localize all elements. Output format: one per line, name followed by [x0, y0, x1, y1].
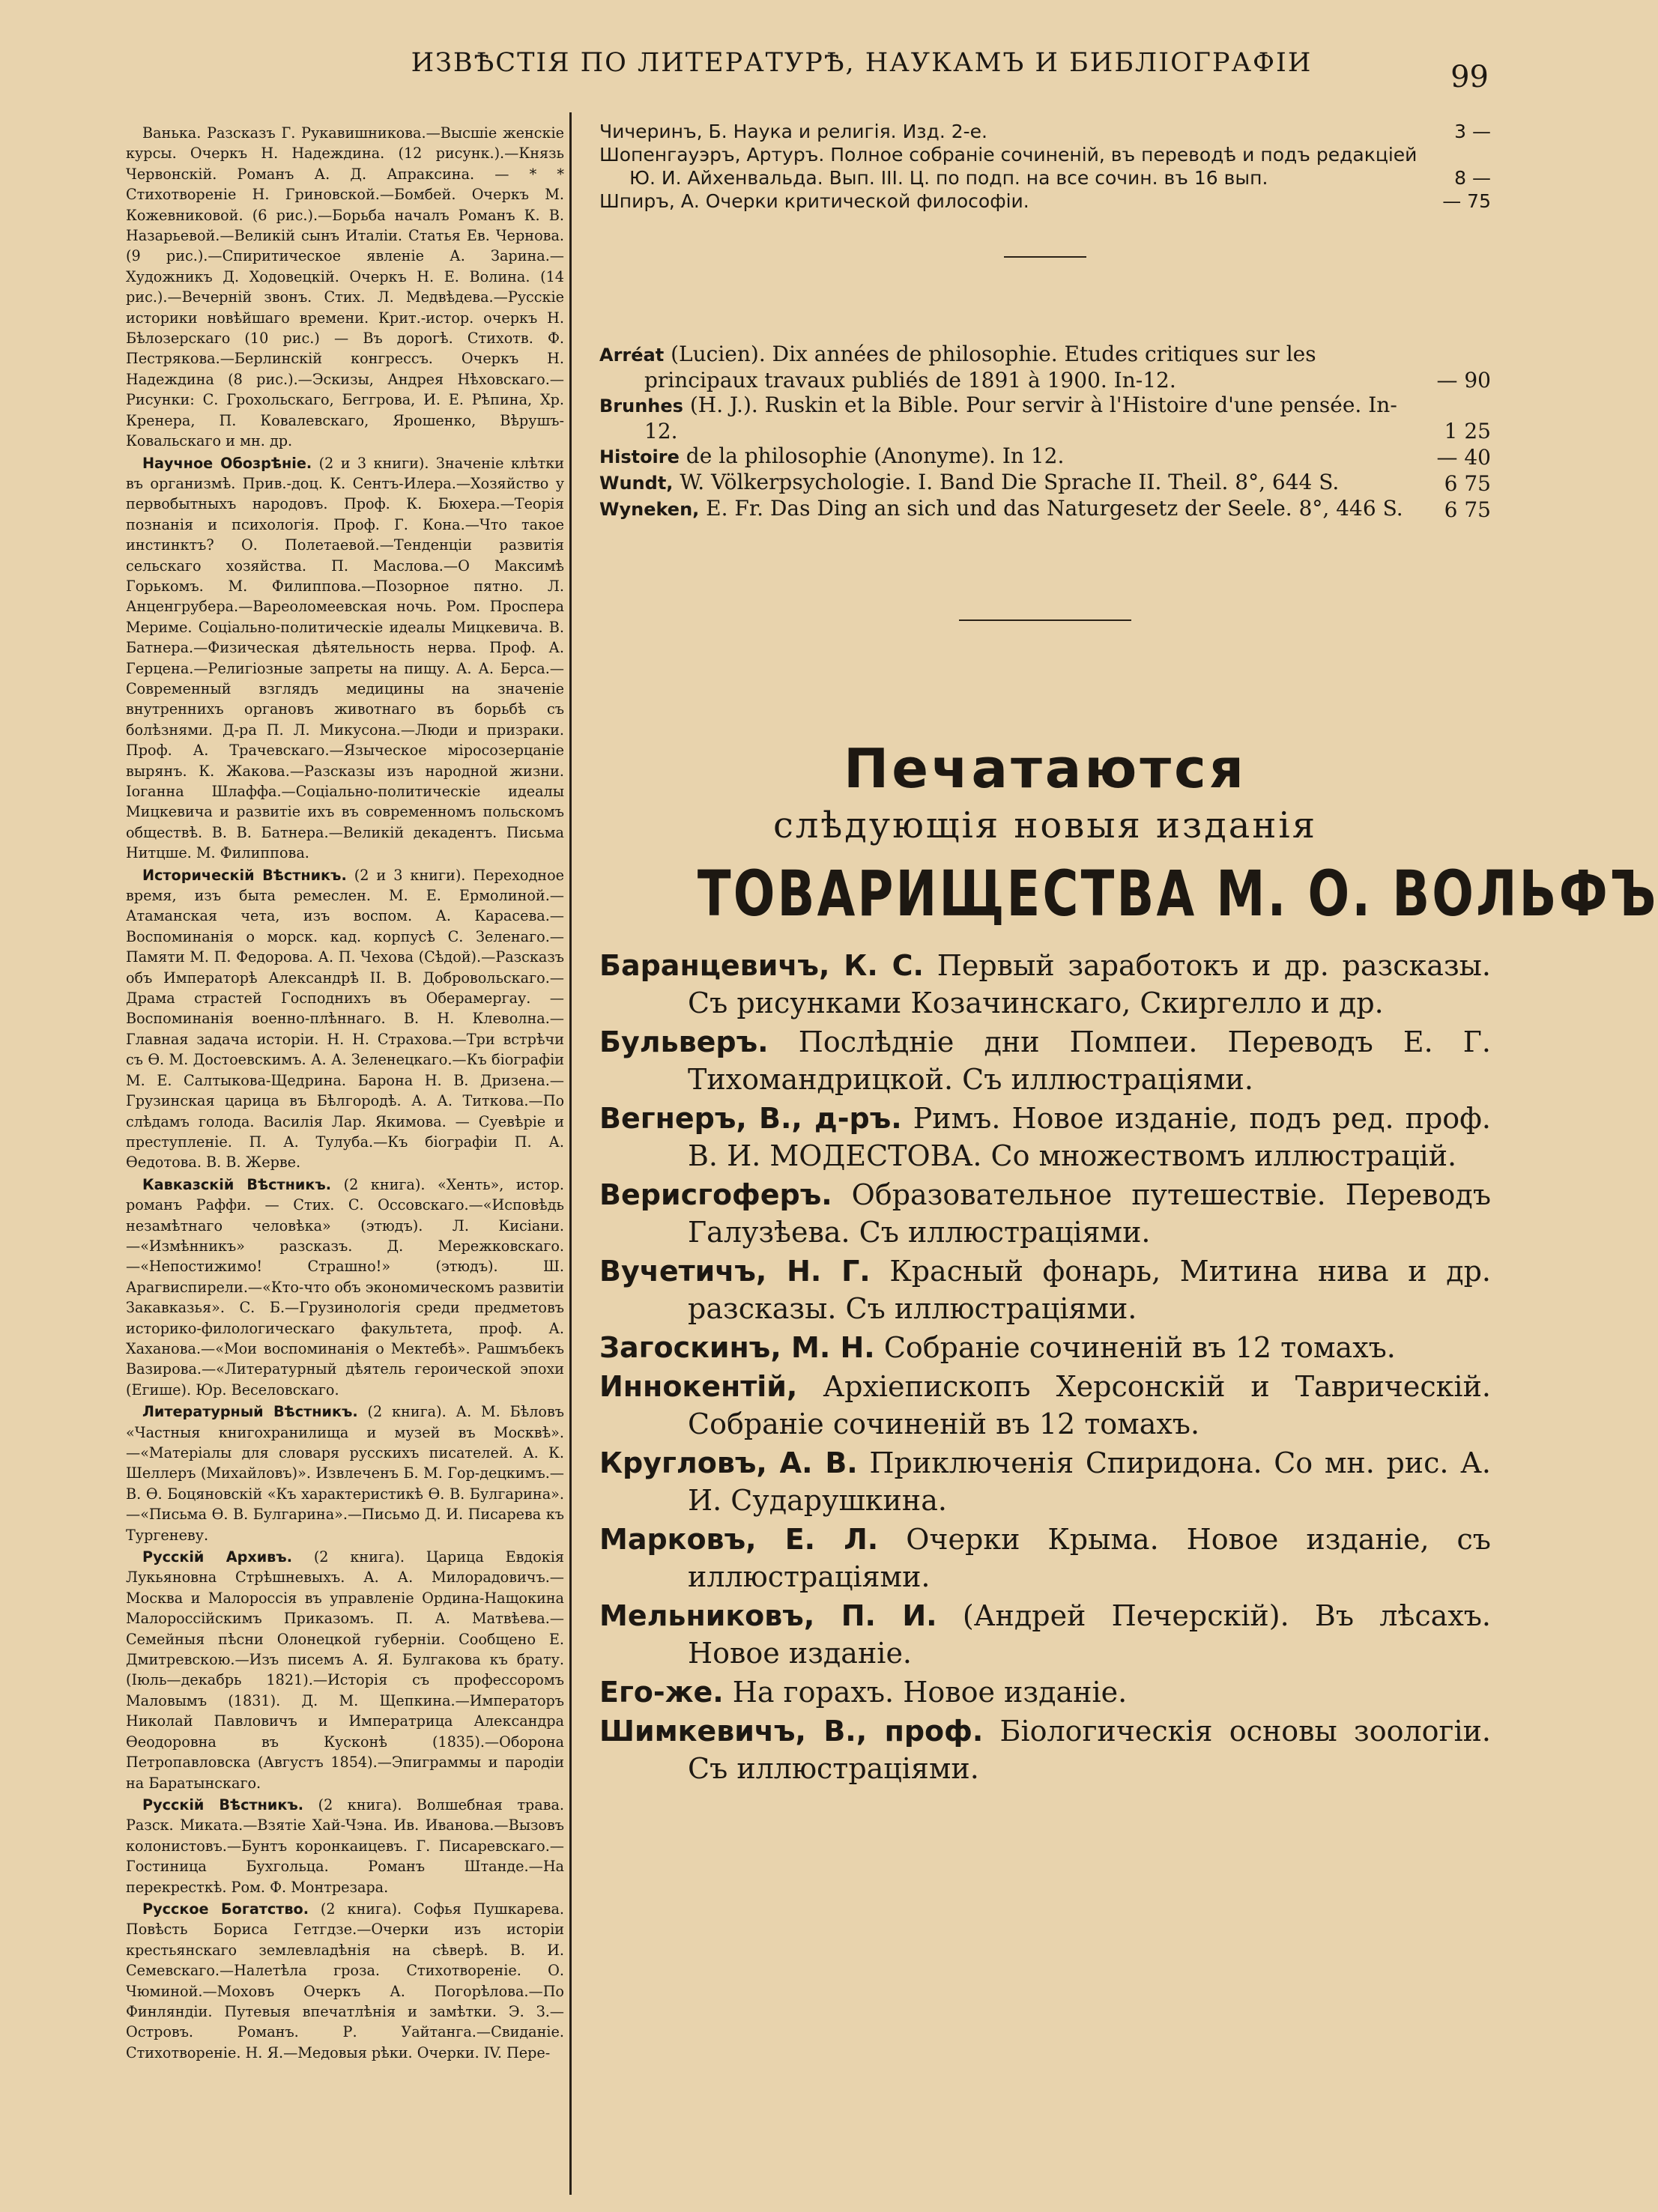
magazine-title: Кавказскій Вѣстникъ.: [142, 1175, 332, 1193]
announcement-title: Печатаются: [843, 737, 1247, 800]
forthcoming-book: Мельниковъ, П. И. (Андрей Печерскій). Въ лѣсахъ. Новое изданіе.: [599, 1599, 1492, 1670]
magazine-entry: Русское Богатство. (2 книга). Софья Пушкарева. Повѣсть Бориса Гетгдзе.—Очерки изъ исторіи крестьянскаго землевладѣнія на сѣверѣ. В. И. Семевскаго.—Налетѣла гроза. Стихотвореніе. О. Чюминой.—Моховъ Очеркъ А. Погорѣлова.—По Финляндіи. Путевыя впечатлѣнія и замѣтки. Э. З.—Островъ. Романъ. Р. Уайтанга.—Свиданіе. Стихотвореніе. Н. Я.—Медовыя рѣки. Очерки. IV. Пере-: [126, 1900, 564, 2061]
magazine-entry: Русскій Вѣстникъ. (2 книга). Волшебная трава. Разск. Миката.—Взятіе Хай-Чэна. Ив. Иванова.—Вызовъ колонистовъ.—Бунтъ коронкаицевъ. Г. Писаревскаго.—Гостиница Бухгольца. Романъ Штанде.—На перекресткѣ. Ром. Ф. Монтрезара.: [126, 1796, 564, 1896]
magazine-entry: Русскій Архивъ. (2 книга). Царица Евдокія Лукьяновна Стрѣшневыхъ. А. А. Милорадовичъ.—Москва и Малороссія въ управленіе Ордина-Нащокина Малороссійскимъ Приказомъ. П. А. Матвѣева.—Семейныя пѣсни Олонецкой губерніи. Сообщено Е. Дмитревскою.—Изъ писемъ А. Я. Булгакова къ брату. (Іюль—декабрь 1821).—Исторія съ профессоромъ Маловымъ (1831). Д. М. Щепкина.—Императоръ Николай Павловичъ и Императрица Александра Ѳеодоровна въ Кусконѣ (1835).—Оборона Петропавловска (Августъ 1854).—Эпиграммы и пародіи на Баратынскаго.: [126, 1548, 564, 1792]
announcement-subtitle: слѣдующія новыя изданія: [772, 804, 1318, 846]
magazine-title: Научное Обозрѣніе.: [142, 454, 312, 472]
book-listing: Arréat (Lucien). Dix années de philosophie. Etudes critiques sur les principaux travaux publiés de 1891 à 1900. In-12. — 90: [599, 342, 1491, 393]
forthcoming-book: Загоскинъ, М. Н. Собраніе сочиненій въ 12 томахъ.: [599, 1331, 1396, 1364]
book-listing: Чичеринъ, Б. Наука и религія. Изд. 2-е. 3 —: [599, 121, 1491, 142]
price: — 75: [1442, 190, 1491, 212]
page-number: 99: [1450, 60, 1489, 94]
price: 1 25: [1444, 419, 1491, 443]
book-listing: Wundt, W. Völkerpsychologie. I. Band Die Sprache II. Theil. 8°, 644 S. 6 75: [599, 470, 1491, 496]
forthcoming-book: Бульверъ. Послѣдніе дни Помпеи. Переводъ Е. Г. Тихомандрицкой. Съ иллюстраціями.: [599, 1025, 1491, 1096]
forthcoming-book: Вегнеръ, В., д-ръ. Римъ. Новое изданіе, подъ ред. проф. В. И. МОДЕСТОВА. Со множествомъ иллюстрацій.: [599, 1102, 1491, 1172]
russian-book-list: [599, 120, 1491, 213]
magazine-entry: Научное Обозрѣніе. (2 и 3 книги). Значеніе клѣтки въ организмѣ. Прив.-доц. К. Сентъ-Илера.—Хозяйство у первобытныхъ народовъ. Проф. К. Бюхера.—Теорія познанія и психологія. Проф. Г. Кона.—Что такое инстинктъ? О. Полетаевой.—Тенденціи развитія сельскаго хозяйства. П. Маслова.—О Максимѣ Горькомъ. М. Филиппова.—Позорное пятно. Л. Анценгрубера.—Вареоломеевская ночь. Ром. Проспера Мериме. Соціально-политическіе идеалы Мицкевича. В. Батнера.—Физическая дѣятельность нерва. Проф. А. Герцена.—Религіозные запреты на пищу. А. А. Берса.—Современный взглядъ медицины на значеніе внутреннихъ органовъ животнаго въ борьбѣ съ болѣзнями. Д-ра П. Л. Микусона.—Люди и призраки. Проф. А. Трачевскаго.—Языческое міросозерцаніе вырянъ. К. Жакова.—Разсказы изъ народной жизни. Іоганна Шлаффа.—Соціально-политическіе идеалы Мицкевича и развитіе ихъ въ современномъ польскомъ обществѣ. В. В. Батнера.—Великій декадентъ. Письма Нитцше. М. Филиппова.: [126, 454, 564, 862]
forthcoming-book: Марковъ, Е. Л. Очерки Крыма. Новое изданіе, съ иллюстраціями.: [599, 1523, 1491, 1593]
forthcoming-book: Баранцевичъ, К. С. Первый заработокъ и др. разсказы. Съ рисунками Козачинскаго, Скиргелло и др.: [599, 949, 1491, 1019]
magazine-entry: Кавказскій Вѣстникъ. (2 книга). «Хенть», истор. романъ Раффи. — Стих. С. Оссовскаго.—«Исповѣдь незамѣтнаго человѣка» (этюдъ). Л. Кисіани.—«Измѣнникъ» разсказъ. Д. Мережковскаго.—«Непостижимо! Страшно!» (этюдъ). Ш. Арагвиспирели.—«Кто-что объ экономическомъ развитіи Закавказья». С. Б.—Грузинологія среди предметовъ историко-филологическаго факультета, проф. А. Хаханова.—«Мои воспоминанія о Мектебѣ». Рашмъбекъ Вазирова.—«Литературный дѣятель героической эпохи (Егише). Юр. Веселовскаго.: [126, 1175, 564, 1399]
magazine-title: Русскій Вѣстникъ.: [142, 1796, 304, 1813]
magazine-entry: Историческій Вѣстникъ. (2 и 3 книги). Переходное время, изъ быта ремеслен. М. Е. Ермолиной.—Атаманская чета, изъ воспом. А. Карасева.—Воспоминанія о морск. кад. корпусѣ С. Зеленаго.—Памяти М. П. Федорова. А. П. Чехова (Сѣдой).—Разсказъ объ Императорѣ Александрѣ II. В. Добровольскаго.—Драма страстей Господнихъ въ Оберамергау. — Воспоминанія военно-плѣннаго. В. Н. Клеволна.—Главная задача исторіи. Н. Н. Страхова.—Три встрѣчи съ Ѳ. М. Достоевскимъ. А. А. Зеленецкаго.—Къ біографіи М. Е. Салтыкова-Щедрина. Барона Н. В. Дризена.—Грузинская царица въ Бѣлгородѣ. А. А. Титкова.—По слѣдамъ голода. Василія Лар. Якимова. — Суевѣріе и преступленіе. П. А. Тулуба.—Къ біографіи П. А. Ѳедотова. В. В. Жерве.: [126, 866, 564, 1172]
magazine-entry: Литературный Вѣстникъ. (2 книга). А. М. Бѣловъ «Частныя книгохранилища и музей въ Москвѣ».—«Матеріалы для словаря русскихъ писателей. А. К. Шеллеръ (Михайловъ)». Извлеченъ Б. М. Гор-децкимъ.—В. Ѳ. Боцяновскій «Къ характеристикѣ Ѳ. В. Булгарина».—«Письма Ѳ. В. Булгарина».—Письмо Д. И. Писарева къ Тургеневу.: [126, 1403, 564, 1544]
price: 8 —: [1454, 167, 1491, 189]
price: 3 —: [1454, 121, 1491, 142]
publisher-name: ТОВАРИЩЕСТВА М. О. ВОЛЬФЪ: [697, 857, 1658, 930]
magazine-title: Литературный Вѣстникъ.: [142, 1403, 358, 1421]
forthcoming-book: Шимкевичъ, В., проф. Біологическія основы зоологіи. Съ иллюстраціями.: [599, 1715, 1491, 1785]
book-listing: Шопенгауэръ, Артуръ. Полное собраніе сочиненій, въ переводѣ и подъ редакціей Ю. И. Айхенвальда. Вып. III. Ц. по подп. на все сочин. въ 16 вып. 8 —: [599, 144, 1491, 189]
magazine-title: Русское Богатство.: [142, 1900, 309, 1918]
magazine-title: Историческій Вѣстникъ.: [142, 866, 347, 884]
book-listing: Шпиръ, А. Очерки критической философіи. — 75: [599, 190, 1491, 212]
section-divider: [959, 619, 1131, 621]
forthcoming-books: [599, 947, 1491, 1787]
foreign-book-list: [599, 342, 1491, 522]
right-column: [599, 120, 1658, 1789]
column-divider: [569, 112, 572, 2195]
section-divider: [1004, 256, 1086, 258]
price: — 90: [1436, 368, 1491, 393]
forthcoming-book: Верисгоферъ. Образовательное путешествіе. Переводъ Галузѣева. Съ иллюстраціями.: [599, 1178, 1491, 1249]
left-column-magazine-contents: [126, 123, 564, 2198]
price: — 40: [1436, 445, 1491, 470]
magazine-entry: Ванька. Разсказъ Г. Рукавишникова.—Высшіе женскіе курсы. Очеркъ Н. Надеждина. (12 рисунк.).—Князь Червонскій. Романъ А. Д. Апраксина. — * * Стихотвореніе Н. Гриновской.—Бомбей. Очеркъ М. Кожевниковой. (6 рис.).—Борьба началъ Романъ К. В. Назарьевой.—Великій сынъ Италіи. Статья Ев. Чернова. (9 рис.).—Спиритическое явленіе А. Зарина.—Художникъ Д. Ходовецкій. Очеркъ Н. Е. Волина. (14 рис.).—Вечерній звонъ. Стих. Л. Медвѣдева.—Русскіе историки новѣйшаго времени. Крит.-истор. очеркъ Н. Бѣлозерскаго (10 рис.) — Въ дорогѣ. Стихотв. Ф. Пестрякова.—Берлинскій конгрессъ. Очеркъ Н. Надеждина (8 рис.).—Эскизы, Андрея Нѣховскаго.—Рисунки: С. Грохольскаго, Беггрова, И. Е. Рѣпина, Хр. Кренера, П. Ковалевскаго, Ярошенко, Вѣрушъ-Ковальскаго и мн. др.: [126, 124, 564, 450]
forthcoming-book: Вучетичъ, Н. Г. Красный фонарь, Митина нива и др. разсказы. Съ иллюстраціями.: [599, 1255, 1491, 1325]
book-listing: Brunhes (H. J.). Ruskin et la Bible. Pour servir à l'Histoire d'une pensée. In-12. 1 25: [599, 393, 1491, 443]
book-listing: Histoire de la philosophie (Anonyme). In 12. — 40: [599, 443, 1491, 470]
magazine-title: Русскій Архивъ.: [142, 1548, 293, 1566]
running-header: ИЗВѢСТІЯ ПО ЛИТЕРАТУРѢ, НАУКАМЪ И БИБЛІОГРАФІИ: [411, 48, 1313, 78]
forthcoming-book: Иннокентій, Архіепископъ Херсонскій и Таврическій. Собраніе сочиненій въ 12 томахъ.: [599, 1370, 1491, 1440]
price: 6 75: [1444, 497, 1491, 522]
price: 6 75: [1444, 471, 1491, 496]
forthcoming-book: Кругловъ, А. В. Приключенія Спиридона. Со мн. рис. А. И. Сударушкина.: [599, 1446, 1491, 1517]
forthcoming-book: Его-же. На горахъ. Новое изданіе.: [599, 1676, 1128, 1709]
book-listing: Wyneken, E. Fr. Das Ding an sich und das Naturgesetz der Seele. 8°, 446 S. 6 75: [599, 496, 1491, 522]
